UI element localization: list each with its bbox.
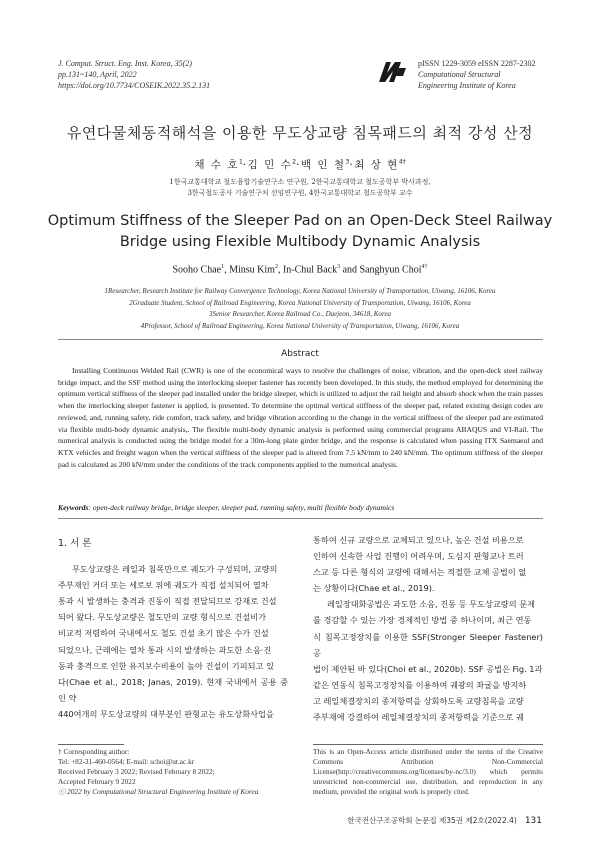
- author-mark: 4†: [398, 158, 406, 166]
- footnote-line: Tel: +82-31-460-0564; E-mail: schoi@ut.ac.kr: [58, 757, 195, 766]
- author-mark: 2: [292, 158, 297, 166]
- title-en-line2: Bridge using Flexible Multibody Dynamic Analysis: [119, 234, 481, 250]
- license-rule: [313, 744, 543, 745]
- author-mark: 3: [337, 264, 341, 270]
- affiliations-korean: [0, 177, 600, 199]
- journal-citation: [58, 58, 210, 91]
- author-ko-4: 최 상 현: [354, 159, 399, 171]
- abstract-heading: Abstract: [281, 349, 319, 359]
- footnote-line: ⓒ 2022 by Computational Structural Engineering Institute of Korea: [58, 787, 259, 796]
- issn: pISSN 1229-3059 eISSN 2287-2302: [418, 59, 536, 68]
- body-column-left: [58, 536, 288, 722]
- author-en-2: Minsu Kim: [229, 264, 275, 276]
- author-en-4: Sanghyun Choi: [359, 264, 422, 276]
- author-mark: 1: [221, 264, 225, 270]
- authors-english: Sooho Chae$^1$, Minsu Kim$^2$, In-Chul Back$^3$ and Sanghyun Choi$^{4\dagger}$: [172, 264, 428, 276]
- license-note: This is an Open-Access article distributed under the terms of the Creative Commons Attribution Non-Commercial License(http://creativecommons.org/licenses/by-nc/3.0) which permits unrestricted non-commercial use, distribution, and reproduction in any medium, provided the original work is properly cited.: [313, 747, 543, 796]
- abstract-body: Installing Continuous Welded Rail (CWR) is one of the economical ways to resolve the challenges of noise, vibration, and the open-deck steel railway bridge impact, and the SSF method using the interlocking sleeper fastener has recently been developed. In this study, the method employed for determining the optimum vertical stiffness of the sleeper pad installed under the bridge sleeper, which is utilized to adjust the rail height and absorb shock when the train passes when the interlocking sleeper fastener is applied, is presented. To determine the optimal vertical stiffness of the sleeper pad, related existing design codes are reviewed, and, running safety, ride comfort, track safety, and bridge vibration according to the change in the vertical stiffness of the sleeper pad are estimated via flexible multi-body dynamic analysis,. The flexible multi-body dynamic analysis is performed using commercial programs ABAQUS and VI-Rail. The numerical analysis is conducted using the bridge model for a 30m-long plate girder bridge, and the response is calculated when passing ITX Saemaeul and KTX vehicles and freight wagon when the vertical stiffness of the sleeper pad is altered from 7.5 kN/mm to 240 kN/mm. The optimum stiffness of the sleeper pad is calculated as 200 kN/mm under the conditions of the track components applied to the numerical analysis.: [58, 366, 543, 469]
- section-heading: 1. 서 론: [58, 538, 92, 549]
- society-line1: Computational Structural: [418, 70, 501, 79]
- author-mark: 2: [274, 264, 278, 270]
- affiliation-en-line: 3Senior Researcher, Korea Railroad Co., Daejeon, 34618, Korea: [208, 310, 392, 318]
- author-mark: 4†: [421, 264, 428, 270]
- footer-journal: 한국전산구조공학회 논문집 제35권 제2호(2022.4): [347, 816, 517, 825]
- keywords-text: : open-deck railway bridge, bridge sleeper, sleeper pad, running safety, multi flexible body dynamics: [88, 503, 395, 512]
- author-mark: 1: [238, 158, 243, 166]
- affiliation-en-line: 4Professor, School of Railroad Engineering, Korea National University of Transportation, Uiwang, 16106, Korea: [140, 321, 460, 330]
- author-ko-1: 채 수 호: [194, 159, 239, 171]
- keywords-label: Keywords: [58, 503, 89, 512]
- journal-issn-block: [418, 58, 536, 91]
- body-paragraph: 레일장대화공법은 과도한 소음, 진동 등 무도상교량의 문제 를 경감할 수 있는 가장 경제적인 방법 중 하나이며, 최근 연동 식 침목고정장치를 이용한 SSF(Stronger Sleeper Fastener) 공 법이 제안된 바 있다(Choi et al., 2020b). SSF 공법은 Fig. 1과 같은 연동식 침목고정장치를 이용하여 궤광의 좌굴을 방지하 고 레일체결장치의 종저항력을 상회하도록 교량침목을 교량 주부재에 강결하여 레일체결장치의 종저항력을 기준으로 궤: [313, 599, 543, 723]
- footnote-line: † Corresponding author:: [58, 747, 130, 756]
- author-mark: 3: [345, 158, 350, 166]
- abstract-top-rule: [58, 339, 543, 340]
- body-paragraph: 통하여 신규 교량으로 교체되고 있으나, 높은 건설 비용으로 인하여 신속한 사업 진행이 어려우며, 도심지 판형교나 트러 스교 등 다른 형식의 교량에 대해서는 적절한 교체 공법이 없 는 상황이다(Chae et al., 2019).: [313, 535, 527, 594]
- title-korean: 유연다물체동적해석을 이용한 무도상교량 침목패드의 최적 강성 산정: [66, 124, 534, 142]
- author-en-3: In-Chul Back: [282, 264, 338, 276]
- author-ko-3: 백 인 철: [300, 159, 346, 171]
- page-footer: [347, 815, 542, 826]
- footnote-rule: [58, 744, 124, 745]
- affiliation-ko-line: 3한국철도공사 기술연구처 선임연구원, 4한국교통대학교 철도공학부 교수: [187, 189, 413, 197]
- correspondence-footnote: [58, 747, 293, 797]
- society-line2: Engineering Institute of Korea: [418, 81, 516, 90]
- footnote-line: Received February 3 2022; Revised February 8 2022;: [58, 767, 215, 776]
- author-en-1: Sooho Chae: [172, 264, 222, 276]
- coseik-logo-icon: [377, 60, 407, 84]
- author-ko-2: 김 민 수: [247, 159, 293, 171]
- authors-korean: 채 수 호$^1$·김 민 수$^2$·백 인 철$^3$·최 상 현$^{4\dagger}$: [194, 158, 406, 171]
- journal-pages: pp.131~140, April, 2022: [58, 70, 137, 79]
- keywords-line: [58, 503, 543, 512]
- title-en-line1: Optimum Stiffness of the Sleeper Pad on an Open-Deck Steel Railway: [47, 213, 553, 229]
- affiliation-en-line: 2Graduate Student, School of Railroad Engineering, Korea National University of Transportation, Uiwang, 16106, Korea: [129, 298, 471, 307]
- affiliations-english: [0, 286, 600, 332]
- page-number: 131: [524, 816, 542, 826]
- affiliation-en-line: 1Researcher, Research Institute for Railway Convergence Technology, Korea National University of Transportation, Uiwang, 16106, Korea: [104, 287, 496, 295]
- keywords-bottom-rule: [58, 518, 543, 519]
- doi-link[interactable]: https://doi.org/10.7734/COSEIK.2022.35.2.131: [58, 81, 211, 90]
- body-paragraph: 무도상교량은 레일과 침목만으로 궤도가 구성되며, 교량의 주부재인 거더 또는 세로보 위에 궤도가 직접 설치되어 열차 통과 시 발생하는 충격과 진동이 직접 전달되므로 강재로 건설 되어 왔다. 무도상교량은 철도만의 교량 형식으로 건설비가 비교적 저렴하여 국내에서도 철도 건설 초기 많은 수가 건설 되었으나, 근래에는 열차 통과 시의 발생하는 과도한 소음·진 동과 충격으로 인한 유지보수비용이 높아 건설이 기피되고 있 다(Chae et al., 2018; Janas, 2019). 현재 국내에서 공용 중인 약 440여개의 무도상교량의 대부분인 판형교는 유도상화사업을: [58, 564, 288, 719]
- footnote-line: Accepted February 9 2022: [58, 777, 136, 786]
- body-column-right: [313, 532, 543, 725]
- affiliation-ko-line: 1한국교통대학교 철도융합기술연구소 연구원, 2한국교통대학교 철도공학부 박사과정,: [169, 178, 431, 186]
- title-english: [0, 211, 600, 253]
- journal-name: J. Comput. Struct. Eng. Inst. Korea, 35(2): [58, 59, 192, 68]
